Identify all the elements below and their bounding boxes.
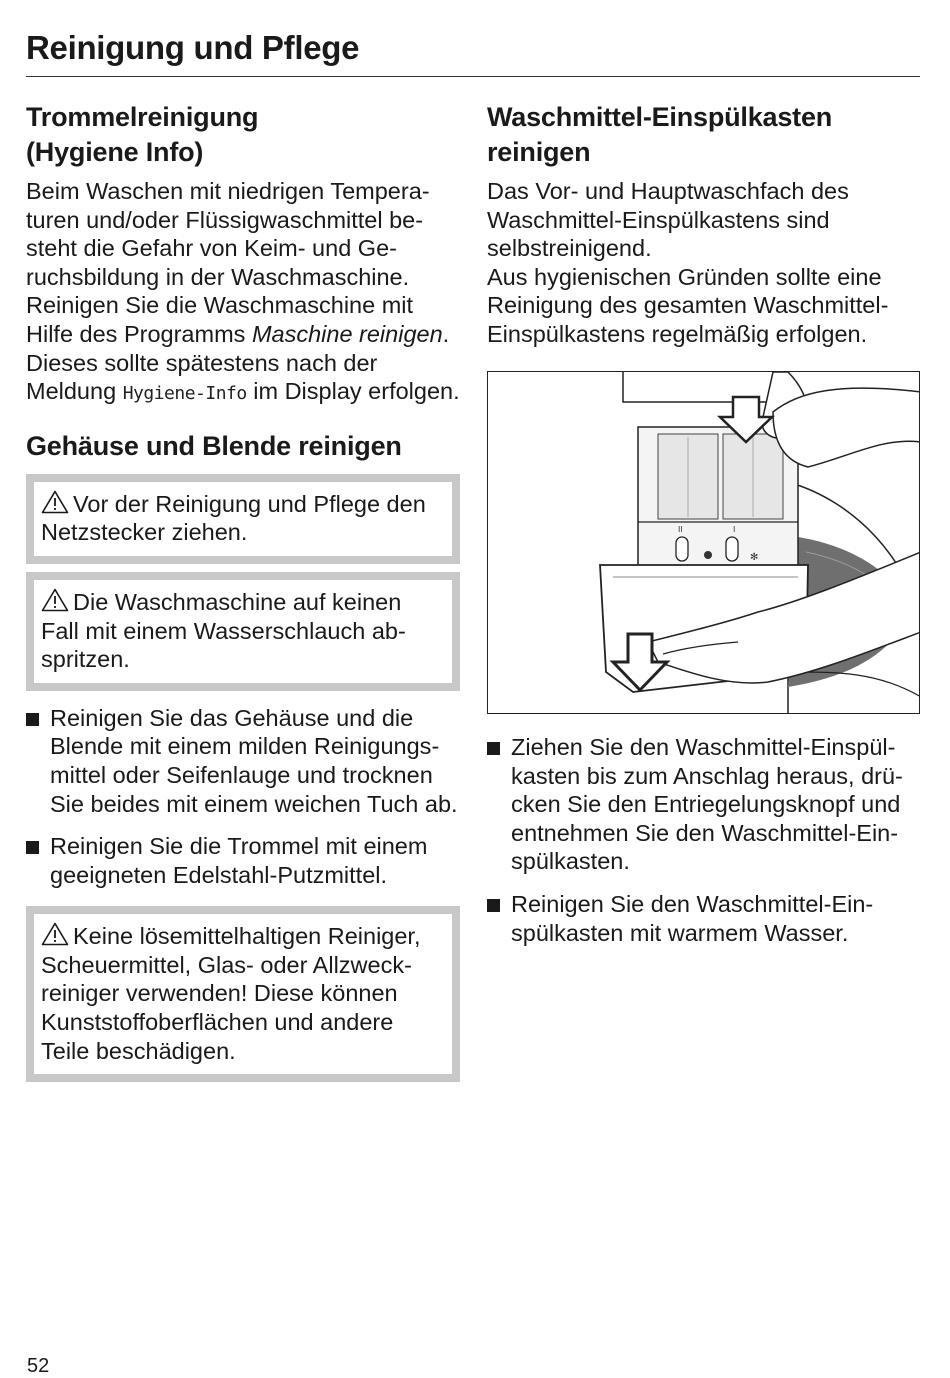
dispenser-removal-illustration xyxy=(487,371,920,714)
svg-text:I: I xyxy=(733,525,736,534)
warning-text: Keine lösemittelhaltigen Reiniger, Scheuermittel, Glas- oder Allzweckreiniger verwenden! Diese können Kunststoffoberflächen und andere Teile beschädigen. xyxy=(41,923,421,1064)
text-run: . Dieses sollte spätestens nach der Meldung xyxy=(26,320,450,405)
text-run: im Display erfolgen. xyxy=(246,378,460,405)
list-item xyxy=(487,733,921,876)
list-item-text: Reinigen Sie den Waschmittel-Einspülkasten mit warmem Wasser. xyxy=(511,890,874,946)
warning-box xyxy=(26,572,460,691)
section-heading-drum-cleaning xyxy=(26,100,460,170)
svg-text:✻: ✻ xyxy=(750,552,759,563)
title-divider xyxy=(26,76,920,77)
heading-line: Trommelreinigung xyxy=(26,102,259,132)
list-item-text: Reinigen Sie die Trommel mit einem geeigneten Edelstahl-Putzmittel. xyxy=(50,833,428,888)
page-title: Reinigung und Pflege xyxy=(26,29,360,66)
list-item xyxy=(487,890,921,947)
section-heading-dispenser xyxy=(487,100,921,170)
list-item-text: Reinigen Sie das Gehäuse und die Blende mit einem milden Reinigungsmittel oder Seifenlauge und trocknen Sie beides mit einem weichen Tuch ab. xyxy=(50,704,458,817)
program-name: Maschine reinigen xyxy=(251,320,443,347)
drum-cleaning-text xyxy=(26,177,460,409)
right-column xyxy=(487,100,921,349)
warning-box xyxy=(26,474,460,564)
heading-line: reinigen xyxy=(487,137,591,167)
list-item xyxy=(26,704,460,818)
warning-text: Die Waschmaschine auf keinen Fall mit einem Wasserschlauch abspritzen. xyxy=(41,588,406,673)
heading-line: (Hygiene Info) xyxy=(26,137,204,167)
dispenser-steps-list xyxy=(487,733,921,947)
bullet-square-icon xyxy=(26,841,39,854)
cleaning-steps-list xyxy=(26,704,460,890)
paragraph: Das Vor- und Hauptwaschfach des Waschmittel-Einspülkastens sind selbstreinigend. xyxy=(487,178,849,262)
warning-triangle-icon xyxy=(41,490,69,514)
heading-line: Waschmittel-Einspülkasten xyxy=(487,102,833,132)
left-column xyxy=(26,100,460,1082)
svg-text:II: II xyxy=(678,525,683,534)
list-item-text: Ziehen Sie den Waschmittel-Einspülkasten bis zum Anschlag heraus, drücken Sie den Entriegelungsknopf und entnehmen Sie den Waschmittel-Einspülkasten. xyxy=(511,734,903,875)
page-number: 52 xyxy=(27,1355,50,1377)
warning-triangle-icon xyxy=(41,922,69,946)
drawer-illustration xyxy=(488,372,920,714)
warning-text: Vor der Reinigung und Pflege den Netzstecker ziehen. xyxy=(41,490,426,546)
display-message: Hygiene-Info xyxy=(122,383,247,405)
warning-triangle-icon xyxy=(41,588,69,612)
bullet-square-icon xyxy=(487,899,500,912)
section-heading-housing: Gehäuse und Blende reinigen xyxy=(26,430,402,461)
bullet-square-icon xyxy=(487,742,500,755)
list-item xyxy=(26,832,460,889)
dispenser-text xyxy=(487,177,921,349)
warning-box xyxy=(26,906,460,1082)
paragraph: Aus hygienischen Gründen sollte eine Reinigung des gesamten Waschmittel-Einspülkastens regelmäßig erfolgen. xyxy=(487,263,889,347)
bullet-square-icon xyxy=(26,713,39,726)
text-run: Beim Waschen mit niedrigen Temperaturen und/oder Flüssigwaschmittel besteht die Gefahr von Keim- und Geruchsbildung in der Waschmaschine. Reinigen Sie die Waschmaschine mit Hilfe des Programms xyxy=(26,178,430,347)
